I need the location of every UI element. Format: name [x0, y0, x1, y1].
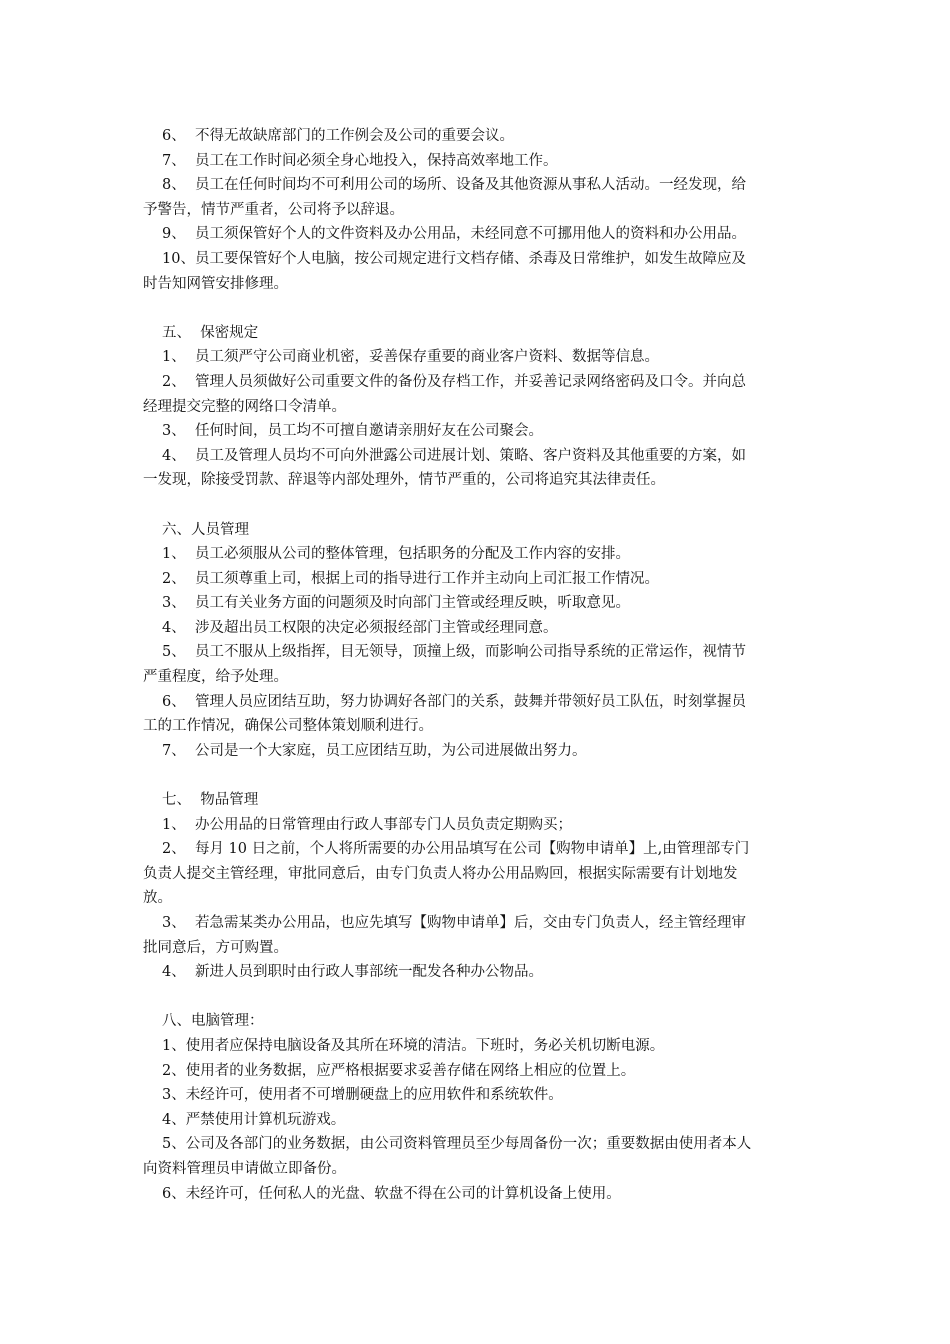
blank-line [143, 763, 813, 788]
paragraph-line: 负责人提交主管经理，审批同意后，由专门负责人将办公用品购回，根据实际需要有计划地发 [143, 865, 738, 882]
paragraph-line: 向资料管理员申请做立即备份。 [143, 1160, 346, 1177]
paragraph-line: 4、严禁使用计算机玩游戏。 [162, 1111, 346, 1128]
paragraph-line: 2、 员工须尊重上司，根据上司的指导进行工作并主动向上司汇报工作情况。 [162, 570, 659, 587]
paragraph-line: 经理提交完整的网络口令清单。 [143, 398, 346, 415]
paragraph-line: 6、 不得无故缺席部门的工作例会及公司的重要会议。 [162, 128, 514, 144]
blank-line [143, 493, 813, 518]
paragraph-line: 严重程度，给予处理。 [143, 669, 288, 686]
paragraph-line: 3、 员工有关业务方面的问题须及时向部门主管或经理反映，听取意见。 [162, 595, 630, 612]
paragraph-line: 2、使用者的业务数据，应严格根据要求妥善存储在网络上相应的位置上。 [162, 1062, 636, 1079]
blank-line [143, 296, 813, 321]
section-heading: 五、 保密规定 [162, 324, 259, 341]
paragraph-line: 7、 公司是一个大家庭，员工应团结互助，为公司进展做出努力。 [162, 742, 587, 759]
paragraph-line: 4、 员工及管理人员均不可向外泄露公司进展计划、策略、客户资料及其他重要的方案，如 [162, 447, 746, 464]
paragraph-line: 3、 任何时间，员工均不可擅自邀请亲朋好友在公司聚会。 [162, 423, 543, 440]
document-body [143, 124, 813, 1206]
paragraph-line: 9、 员工须保管好个人的文件资料及办公用品，未经同意不可挪用他人的资料和办公用品。 [162, 226, 746, 243]
paragraph-line: 2、 每月 10 日之前，个人将所需要的办公用品填写在公司【购物申请单】上,由管理部专门 [162, 841, 750, 858]
paragraph-line: 5、公司及各部门的业务数据，由公司资料管理员至少每周备份一次；重要数据由使用者本人 [162, 1136, 752, 1153]
paragraph-line: 放。 [143, 890, 172, 907]
paragraph-line: 一发现，除接受罚款、辞退等内部处理外，情节严重的，公司将追究其法律责任。 [143, 472, 665, 489]
paragraph-line: 4、 新进人员到职时由行政人事部统一配发各种办公物品。 [162, 964, 543, 981]
paragraph-line: 时告知网管安排修理。 [143, 275, 288, 292]
blank-line [143, 985, 813, 1010]
paragraph-line: 1、 办公用品的日常管理由行政人事部专门人员负责定期购买； [162, 816, 572, 833]
paragraph-line: 予警告，情节严重者，公司将予以辞退。 [143, 201, 404, 218]
paragraph-line: 4、 涉及超出员工权限的决定必须报经部门主管或经理同意。 [162, 619, 558, 636]
section-heading: 六、人员管理 [162, 521, 249, 538]
paragraph-line: 8、 员工在任何时间均不可利用公司的场所、设备及其他资源从事私人活动。一经发现，给 [162, 177, 746, 194]
paragraph-line: 工的工作情况，确保公司整体策划顺利进行。 [143, 718, 433, 735]
section-heading: 八、电脑管理： [162, 1013, 264, 1030]
paragraph-line: 1、 员工须严守公司商业机密，妥善保存重要的商业客户资料、数据等信息。 [162, 349, 659, 366]
paragraph-line: 2、 管理人员须做好公司重要文件的备份及存档工作，并妥善记录网络密码及口令。并向总 [162, 373, 746, 390]
section-heading: 七、 物品管理 [162, 792, 259, 809]
paragraph-line: 批同意后，方可购置。 [143, 939, 288, 956]
paragraph-line: 1、 员工必须服从公司的整体管理，包括职务的分配及工作内容的安排。 [162, 546, 630, 563]
paragraph-line: 1、使用者应保持电脑设备及其所在环境的清洁。下班时，务必关机切断电源。 [162, 1037, 665, 1054]
paragraph-line: 3、未经许可，使用者不可增删硬盘上的应用软件和系统软件。 [162, 1087, 563, 1104]
paragraph-line: 10、员工要保管好个人电脑，按公司规定进行文档存储、杀毒及日常维护，如发生故障应及 [162, 250, 746, 267]
paragraph-line: 7、 员工在工作时间必须全身心地投入，保持高效率地工作。 [162, 152, 558, 169]
paragraph-line: 5、 员工不服从上级指挥，目无领导，顶撞上级，而影响公司指导系统的正常运作，视情节 [162, 644, 746, 661]
paragraph-line: 6、未经许可，任何私人的光盘、软盘不得在公司的计算机设备上使用。 [162, 1185, 621, 1202]
paragraph-line: 3、 若急需某类办公用品，也应先填写【购物申请单】后，交由专门负责人，经主管经理审 [162, 915, 746, 931]
paragraph-line: 6、 管理人员应团结互助，努力协调好各部门的关系，鼓舞并带领好员工队伍，时刻掌握员 [162, 693, 746, 710]
